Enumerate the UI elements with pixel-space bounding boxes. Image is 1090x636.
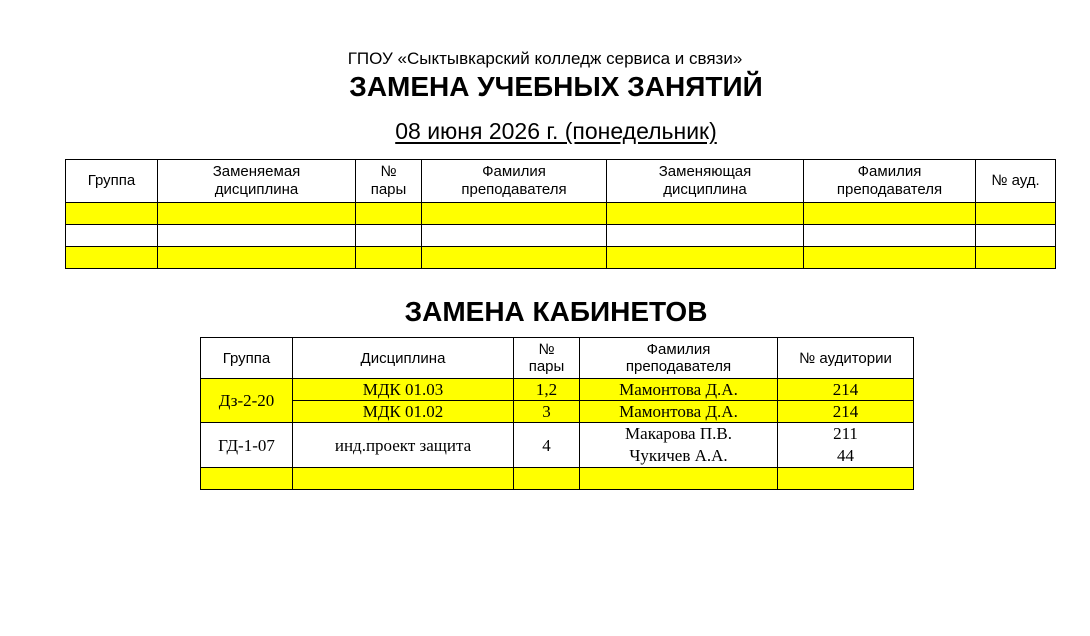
table-row [201, 401, 914, 423]
college-name: ГПОУ «Сыктывкарский колледж сервиса и связи» [347, 49, 743, 68]
table-header-row [201, 338, 914, 379]
col-teacher: Фамилия преподавателя [422, 160, 607, 203]
room-cell [778, 423, 914, 468]
teacher-name: Макарова П.В. [625, 424, 732, 443]
lesson-replacement-table [65, 159, 1056, 269]
teacher-cell: Мамонтова Д.А. [580, 379, 778, 401]
col-group: Группа [66, 160, 158, 203]
col-teacher: Фамилия преподавателя [580, 338, 778, 379]
table-row [66, 203, 1056, 225]
col-pair: № пары [514, 338, 580, 379]
pair-cell: 4 [514, 423, 580, 468]
table-row [201, 468, 914, 490]
pair-cell: 1,2 [514, 379, 580, 401]
col-replaced-discipline: Заменяемая дисциплина [158, 160, 356, 203]
date-text: 08 июня 2026 г. (понедельник) [395, 118, 717, 144]
table-row [66, 225, 1056, 247]
group-cell: ГД-1-07 [201, 423, 293, 468]
col-discipline: Дисциплина [293, 338, 514, 379]
table-row [66, 247, 1056, 269]
room-cell: 214 [778, 379, 914, 401]
col-group: Группа [201, 338, 293, 379]
col-pair: № пары [356, 160, 422, 203]
room-number: 211 [833, 424, 858, 443]
teacher-cell [580, 423, 778, 468]
table-row [201, 423, 914, 468]
col-room: № аудитории [778, 338, 914, 379]
page-title: ЗАМЕНА УЧЕБНЫХ ЗАНЯТИЙ [349, 71, 763, 102]
room-replacement-table [200, 337, 914, 490]
room-cell: 214 [778, 401, 914, 423]
table-header-row [66, 160, 1056, 203]
rooms-title: ЗАМЕНА КАБИНЕТОВ [404, 296, 708, 327]
pair-cell: 3 [514, 401, 580, 423]
col-new-teacher: Фамилия преподавателя [804, 160, 976, 203]
discipline-cell: МДК 01.03 [293, 379, 514, 401]
table-row [201, 379, 914, 401]
teacher-cell: Мамонтова Д.А. [580, 401, 778, 423]
discipline-cell: МДК 01.02 [293, 401, 514, 423]
room-number: 44 [837, 446, 854, 465]
col-replacing-discipline: Заменяющая дисциплина [607, 160, 804, 203]
col-room: № ауд. [976, 160, 1056, 203]
discipline-cell: инд.проект защита [293, 423, 514, 468]
group-cell: Дз-2-20 [201, 379, 293, 423]
teacher-name: Чукичев А.А. [629, 446, 728, 465]
date-line [0, 117, 1090, 145]
